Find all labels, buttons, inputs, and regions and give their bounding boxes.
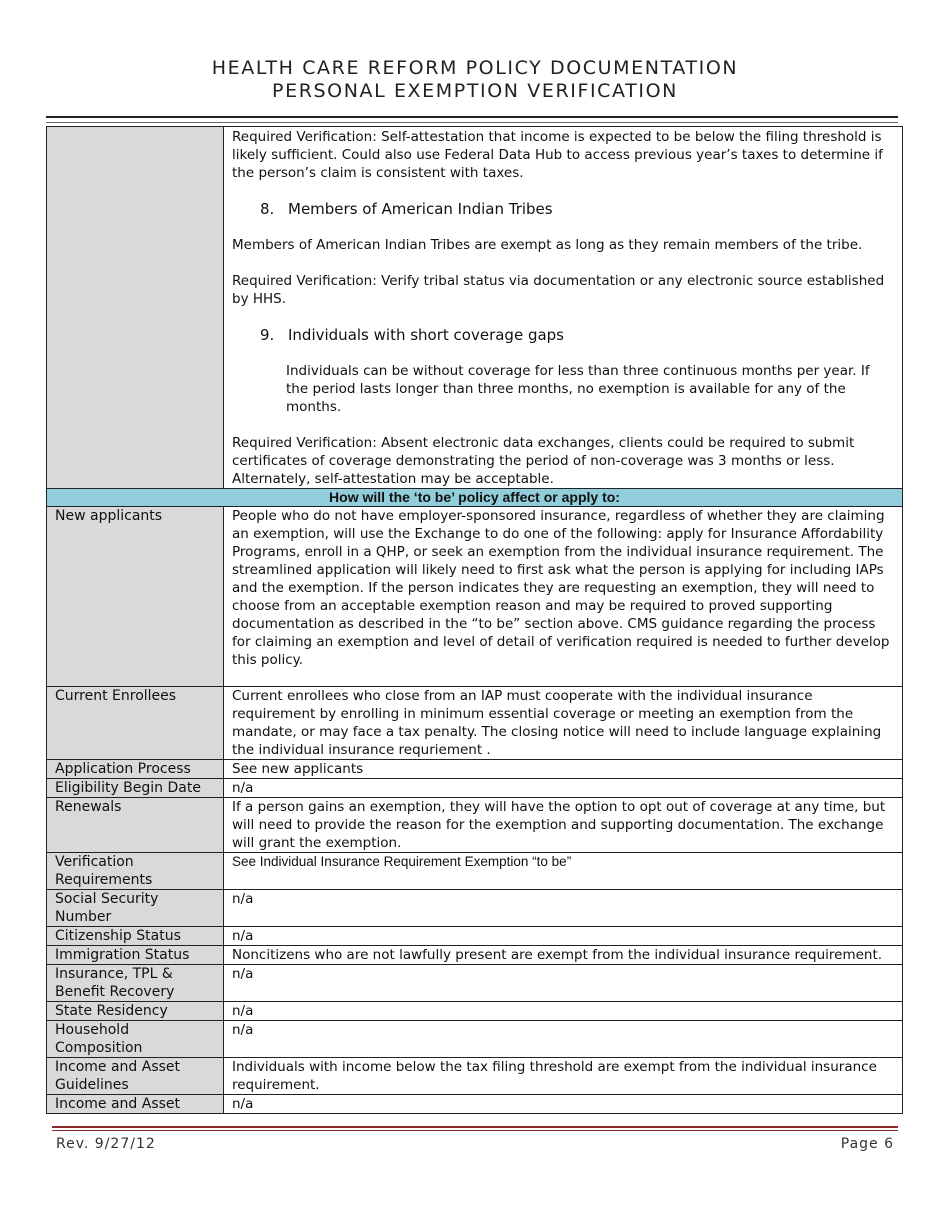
row-label: Immigration Status (47, 946, 224, 965)
row-value: If a person gains an exemption, they will have the option to opt out of coverage at any time, but will need to provide the reason for the exemption and supporting documentation. The exchange will grant the exemption. (224, 798, 903, 853)
row-label: Renewals (47, 798, 224, 853)
policy-table (46, 126, 903, 1114)
row-value: Individuals with income below the tax filing threshold are exempt from the individual insurance requirement. (224, 1058, 903, 1095)
band-heading-row (47, 489, 903, 507)
list-item-8-verification: Required Verification: Verify tribal status via documentation or any electronic source established by HHS. (232, 273, 885, 307)
list-item-9-title: 9. Individuals with short coverage gaps (260, 326, 564, 344)
table-row (47, 1095, 903, 1114)
table-row (47, 946, 903, 965)
row-value: n/a (224, 1021, 903, 1058)
band-heading: How will the ‘to be’ policy affect or apply to: (47, 489, 903, 507)
row-value: Current enrollees who close from an IAP must cooperate with the individual insurance requirement by enrolling in minimum essential coverage or meeting an exemption from the mandate, or may face a tax penalty. The closing notice will need to include language explaining the individual insurance requriement . (224, 687, 903, 760)
revision-date: Rev. 9/27/12 (56, 1136, 156, 1152)
table-row-continued (47, 127, 903, 489)
row-value: Noncitizens who are not lawfully present are exempt from the individual insurance requirement. (224, 946, 903, 965)
row-label: Income and Asset Guidelines (47, 1058, 224, 1095)
continued-content (224, 127, 903, 489)
table-row (47, 1021, 903, 1058)
row-label: State Residency (47, 1002, 224, 1021)
list-item-9-verification: Required Verification: Absent electronic data exchanges, clients could be required to submit certificates of coverage demonstrating the period of non-coverage was 3 months or less. Alternately, self-attestation may be acceptable. (232, 435, 855, 487)
row-value: n/a (224, 890, 903, 927)
table-row (47, 927, 903, 946)
row-label: Household Composition (47, 1021, 224, 1058)
table-row (47, 1058, 903, 1095)
row-value: n/a (224, 965, 903, 1002)
row-label: Eligibility Begin Date (47, 779, 224, 798)
row-label: Current Enrollees (47, 687, 224, 760)
row-label: Application Process (47, 760, 224, 779)
footer-rule (52, 1126, 898, 1128)
row-label: Verification Requirements (47, 853, 224, 890)
row-label-empty (47, 127, 224, 489)
page-number: Page 6 (840, 1136, 894, 1152)
row-label: Insurance, TPL & Benefit Recovery (47, 965, 224, 1002)
table-row (47, 1002, 903, 1021)
row-value: n/a (224, 927, 903, 946)
table-row (47, 965, 903, 1002)
row-value: n/a (224, 1002, 903, 1021)
list-item-9-description: Individuals can be without coverage for less than three continuous months per year. If the period lasts longer than three months, no exemption is available for any of the months. (286, 363, 870, 415)
list-item-8-title: 8. Members of American Indian Tribes (260, 200, 553, 218)
row-label: Citizenship Status (47, 927, 224, 946)
table-row (47, 798, 903, 853)
footer-rule-thin (52, 1130, 898, 1131)
document-header (0, 57, 950, 103)
row-value: See new applicants (224, 760, 903, 779)
header-rule-thin (46, 122, 898, 123)
table-row (47, 507, 903, 687)
row-label: Income and Asset (47, 1095, 224, 1114)
list-item-8-description: Members of American Indian Tribes are exempt as long as they remain members of the tribe. (232, 237, 863, 253)
table-row (47, 853, 903, 890)
table-row (47, 890, 903, 927)
table-row (47, 760, 903, 779)
row-label: Social Security Number (47, 890, 224, 927)
table-row (47, 687, 903, 760)
table-row (47, 779, 903, 798)
row-value: n/a (224, 779, 903, 798)
row-label: New applicants (47, 507, 224, 687)
document-subtitle: PERSONAL EXEMPTION VERIFICATION (272, 80, 678, 102)
row-value: People who do not have employer-sponsored insurance, regardless of whether they are claiming an exemption, will use the Exchange to do one of the following: apply for Insurance Affordability Programs, enroll in a QHP, or seek an exemption from the individual insurance requirement. The streamlined application will likely need to first ask what the person is applying for including IAPs and the exemption. If the person indicates they are requesting an exemption, they will need to choose from an acceptable exemption reason and may be required to proved supporting documentation as described in the “to be” section above. CMS guidance regarding the process for claiming an exemption and level of detail of verification required is needed to further develop this policy. (224, 507, 903, 687)
row-value: See Individual Insurance Requirement Exemption “to be” (224, 853, 903, 890)
row-value: n/a (224, 1095, 903, 1114)
intro-verification: Required Verification: Self-attestation that income is expected to be below the filing threshold is likely sufficient. Could also use Federal Data Hub to access previous year’s taxes to determine if the person’s claim is consistent with taxes. (232, 129, 883, 181)
header-rule (46, 116, 898, 118)
document-title: HEALTH CARE REFORM POLICY DOCUMENTATION (211, 57, 739, 79)
